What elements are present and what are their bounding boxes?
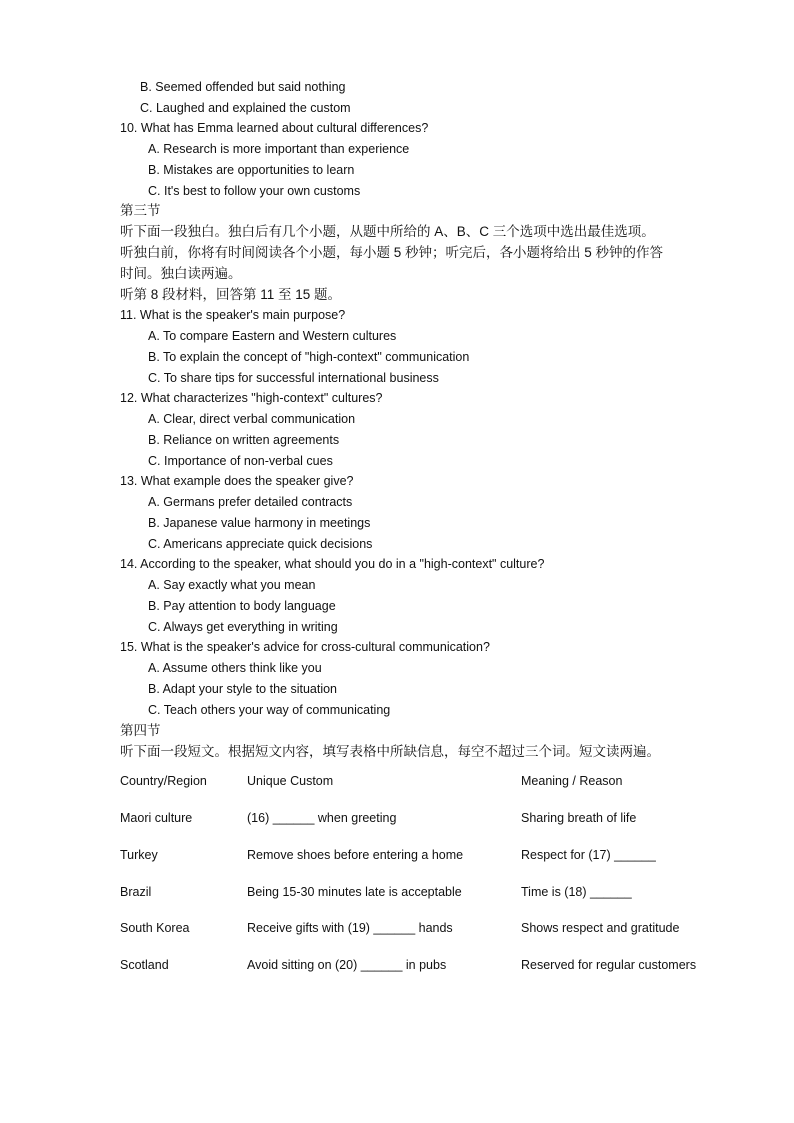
q13-option-a: A. Germans prefer detailed contracts	[148, 495, 353, 509]
q10-option-b: B. Mistakes are opportunities to learn	[148, 163, 355, 177]
table-header-custom: Unique Custom	[247, 774, 334, 788]
q12-option-c: C. Importance of non-verbal cues	[148, 454, 333, 468]
q9-option-b: B. Seemed offended but said nothing	[140, 80, 346, 94]
table-cell-custom: (16) ______ when greeting	[247, 811, 397, 825]
section3-instruction-line3: 时间。独白读两遍。	[120, 266, 242, 281]
table-cell-country: Maori culture	[120, 811, 193, 825]
table-header-meaning: Meaning / Reason	[521, 774, 623, 788]
q13-option-c: C. Americans appreciate quick decisions	[148, 537, 373, 551]
table-header-country: Country/Region	[120, 774, 207, 788]
q12-stem: 12. What characterizes "high-context" cultures?	[120, 391, 383, 405]
section3-instruction-line2: 听独白前，你将有时间阅读各个小题，每小题 5 秒钟；听完后，各小题将给出 5 秒钟的作答	[120, 245, 664, 260]
section3-material-note: 听第 8 段材料，回答第 11 至 15 题。	[120, 287, 342, 302]
section4-heading: 第四节	[120, 723, 161, 738]
q12-option-b: B. Reliance on written agreements	[148, 433, 340, 447]
table-cell-meaning: Time is (18) ______	[521, 885, 632, 899]
q14-option-a: A. Say exactly what you mean	[148, 578, 316, 592]
q15-option-b: B. Adapt your style to the situation	[148, 682, 338, 696]
q14-option-b: B. Pay attention to body language	[148, 599, 336, 613]
table-cell-meaning: Sharing breath of life	[521, 811, 637, 825]
table-cell-custom: Remove shoes before entering a home	[247, 848, 464, 862]
q9-option-c: C. Laughed and explained the custom	[140, 101, 351, 115]
table-cell-meaning: Shows respect and gratitude	[521, 921, 680, 935]
section4-instruction: 听下面一段短文。根据短文内容，填写表格中所缺信息，每空不超过三个词。短文读两遍。	[120, 744, 660, 759]
q11-stem: 11. What is the speaker's main purpose?	[120, 308, 346, 322]
q15-option-a: A. Assume others think like you	[148, 661, 322, 675]
q15-stem: 15. What is the speaker's advice for cross-cultural communication?	[120, 640, 490, 654]
table-cell-country: Brazil	[120, 885, 152, 899]
q14-option-c: C. Always get everything in writing	[148, 620, 338, 634]
q11-option-b: B. To explain the concept of "high-context" communication	[148, 350, 470, 364]
q10-stem: 10. What has Emma learned about cultural differences?	[120, 121, 429, 135]
table-cell-meaning: Respect for (17) ______	[521, 848, 656, 862]
table-cell-meaning: Reserved for regular customers	[521, 958, 697, 972]
q11-option-a: A. To compare Eastern and Western cultures	[148, 329, 397, 343]
q13-stem: 13. What example does the speaker give?	[120, 474, 354, 488]
table-cell-country: Turkey	[120, 848, 158, 862]
q11-option-c: C. To share tips for successful international business	[148, 371, 439, 385]
table-cell-country: South Korea	[120, 921, 190, 935]
table-cell-country: Scotland	[120, 958, 169, 972]
q15-option-c: C. Teach others your way of communicating	[148, 703, 391, 717]
section3-instruction-line1: 听下面一段独白。独白后有几个小题，从题中所给的 A、B、C 三个选项中选出最佳选项。	[120, 224, 655, 239]
q12-option-a: A. Clear, direct verbal communication	[148, 412, 356, 426]
table-cell-custom: Being 15-30 minutes late is acceptable	[247, 885, 462, 899]
q13-option-b: B. Japanese value harmony in meetings	[148, 516, 371, 530]
table-cell-custom: Avoid sitting on (20) ______ in pubs	[247, 958, 447, 972]
q14-stem: 14. According to the speaker, what should you do in a "high-context" culture?	[120, 557, 545, 571]
q10-option-a: A. Research is more important than experience	[148, 142, 410, 156]
q10-option-c: C. It's best to follow your own customs	[148, 184, 361, 198]
table-cell-custom: Receive gifts with (19) ______ hands	[247, 921, 453, 935]
section3-heading: 第三节	[120, 203, 161, 218]
